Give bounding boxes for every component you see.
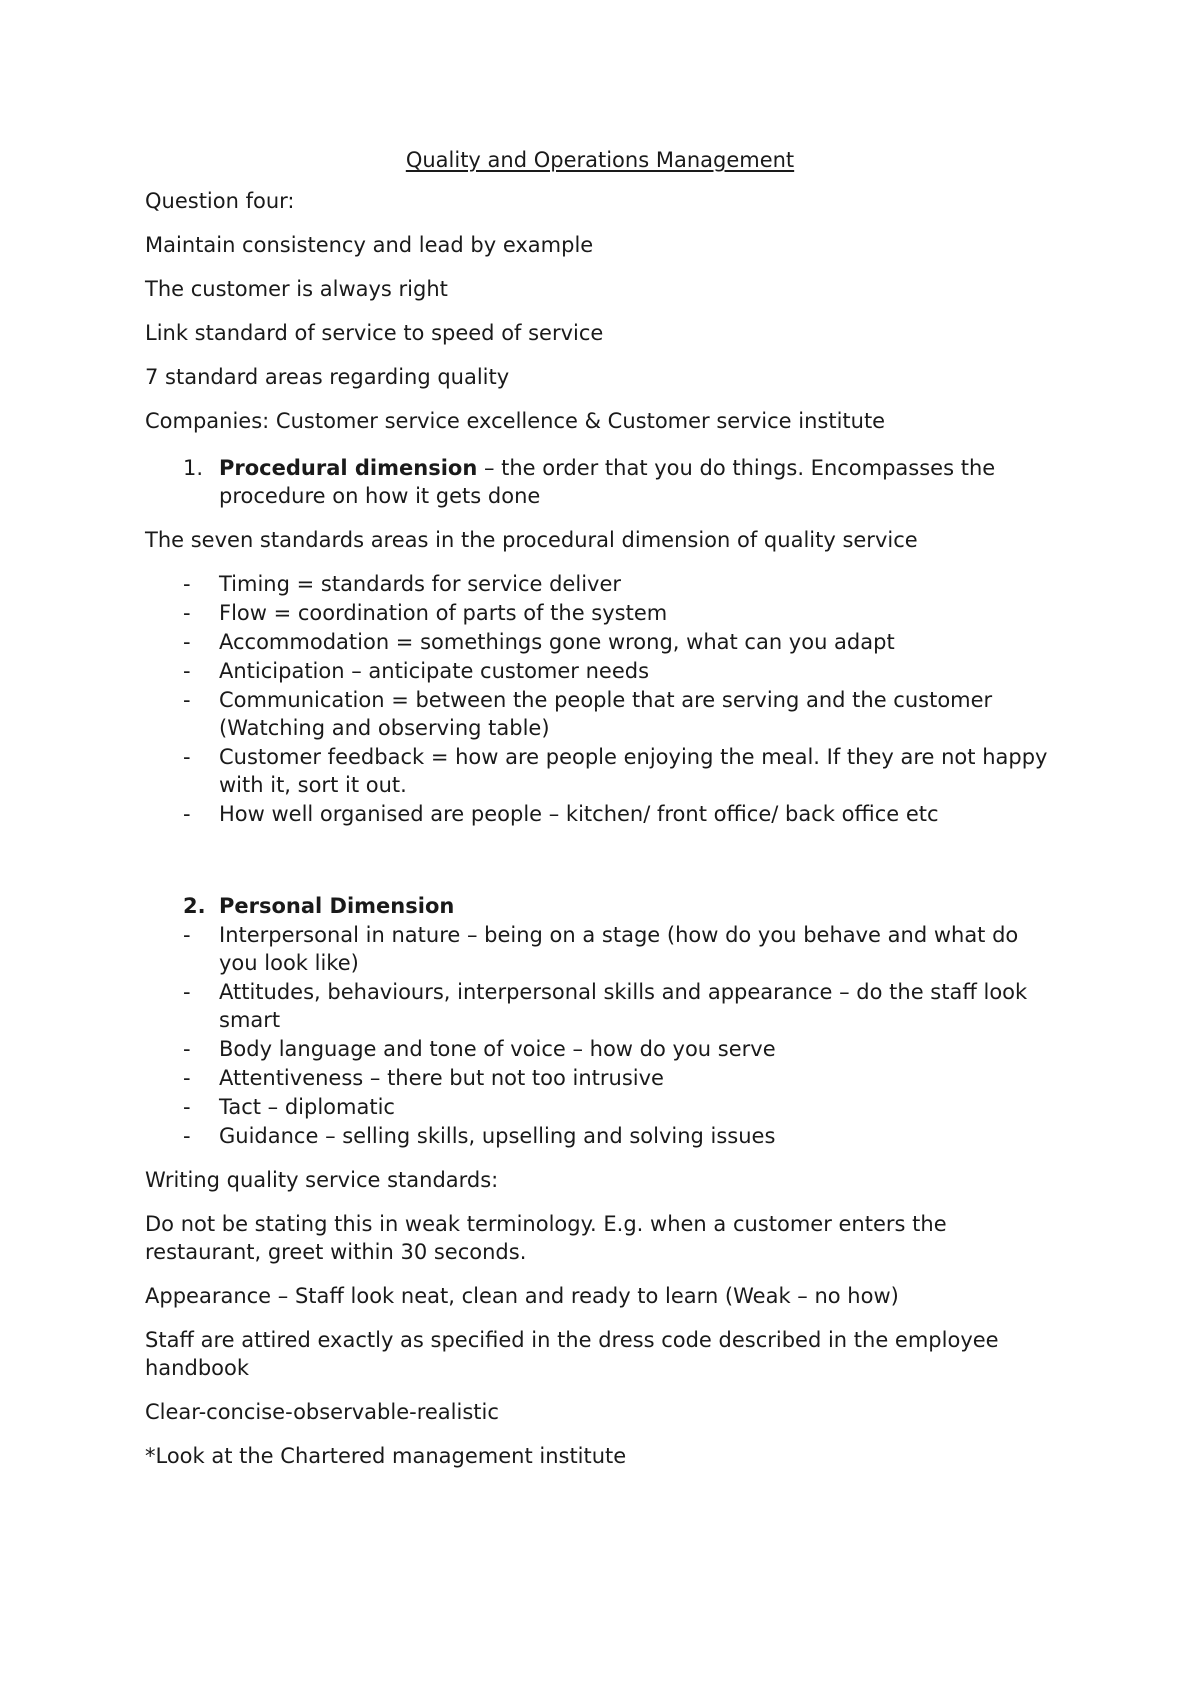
- dash-bullet: -: [183, 1066, 191, 1090]
- list-item-text: How well organised are people – kitchen/ front office/ back office etc: [219, 802, 939, 826]
- dash-bullet: -: [183, 572, 191, 596]
- dash-bullet: -: [183, 688, 191, 712]
- section-1-number: 1.: [183, 456, 204, 480]
- list-item: [183, 978, 1063, 1034]
- list-item: [183, 628, 1063, 656]
- dash-bullet: -: [183, 802, 191, 826]
- section-1-list: [183, 570, 1063, 829]
- list-item: [183, 1093, 1063, 1121]
- intro-paragraph: 7 standard areas regarding quality: [145, 365, 510, 389]
- intro-paragraph: Question four:: [145, 189, 295, 213]
- list-item-text: Customer feedback = how are people enjoying the meal. If they are not happy with it, sort it out.: [219, 745, 1048, 797]
- list-item-text: Accommodation = somethings gone wrong, what can you adapt: [219, 630, 895, 654]
- section-1-text: [219, 454, 1063, 510]
- list-item: [183, 1064, 1063, 1092]
- list-item-text: Flow = coordination of parts of the system: [219, 601, 668, 625]
- list-item: [183, 800, 1063, 828]
- section-2-number: 2.: [183, 894, 206, 918]
- dash-bullet: -: [183, 659, 191, 683]
- list-item: [183, 570, 1063, 598]
- list-item: [183, 921, 1063, 977]
- list-item: [183, 1122, 1063, 1150]
- list-item: [183, 686, 1063, 742]
- section-1-lead-block: [145, 526, 1065, 570]
- list-item: [183, 599, 1063, 627]
- document-title: Quality and Operations Management: [405, 148, 795, 172]
- dash-bullet: -: [183, 980, 191, 1004]
- list-item: [183, 743, 1063, 799]
- list-item-text: Body language and tone of voice – how do you serve: [219, 1037, 776, 1061]
- list-item-text: Anticipation – anticipate customer needs: [219, 659, 650, 683]
- list-item-text: Timing = standards for service deliver: [219, 572, 622, 596]
- dash-bullet: -: [183, 1124, 191, 1148]
- section-1-lead: The seven standards areas in the procedural dimension of quality service: [145, 528, 918, 552]
- section-2-title: Personal Dimension: [219, 894, 455, 918]
- closing-paragraph: Clear-concise-observable-realistic: [145, 1400, 499, 1424]
- closing-block: [145, 1166, 1065, 1486]
- list-item-text: Tact – diplomatic: [219, 1095, 395, 1119]
- closing-paragraph: Do not be stating this in weak terminology. E.g. when a customer enters the restaurant, greet within 30 seconds.: [145, 1212, 947, 1264]
- section-2-list: [183, 921, 1063, 1151]
- section-2-heading: [183, 892, 1063, 920]
- intro-paragraph: The customer is always right: [145, 277, 448, 301]
- section-1-heading: [183, 454, 1063, 510]
- dash-bullet: -: [183, 601, 191, 625]
- intro-paragraph: Link standard of service to speed of service: [145, 321, 604, 345]
- section-1-description: – the order that you do things. Encompasses the procedure on how it gets done: [219, 456, 996, 508]
- dash-bullet: -: [183, 1037, 191, 1061]
- closing-paragraph: *Look at the Chartered management institute: [145, 1444, 627, 1468]
- closing-paragraph: Staff are attired exactly as specified in the dress code described in the employee handbook: [145, 1328, 999, 1380]
- dash-bullet: -: [183, 630, 191, 654]
- list-item-text: Attitudes, behaviours, interpersonal skills and appearance – do the staff look smart: [219, 980, 1028, 1032]
- list-item-text: Interpersonal in nature – being on a stage (how do you behave and what do you look like): [219, 923, 1019, 975]
- dash-bullet: -: [183, 1095, 191, 1119]
- list-item: [183, 1035, 1063, 1063]
- intro-paragraph: Maintain consistency and lead by example: [145, 233, 594, 257]
- dash-bullet: -: [183, 923, 191, 947]
- dash-bullet: -: [183, 745, 191, 769]
- closing-paragraph: Writing quality service standards:: [145, 1168, 499, 1192]
- closing-paragraph: Appearance – Staff look neat, clean and ready to learn (Weak – no how): [145, 1284, 899, 1308]
- list-item-text: Attentiveness – there but not too intrusive: [219, 1066, 664, 1090]
- section-1-title: Procedural dimension: [219, 456, 478, 480]
- intro-paragraph: Companies: Customer service excellence & Customer service institute: [145, 409, 886, 433]
- list-item: [183, 657, 1063, 685]
- list-item-text: Guidance – selling skills, upselling and solving issues: [219, 1124, 776, 1148]
- list-item-text: Communication = between the people that are serving and the customer (Watching and observing table): [219, 688, 993, 740]
- intro-block: [145, 187, 1065, 451]
